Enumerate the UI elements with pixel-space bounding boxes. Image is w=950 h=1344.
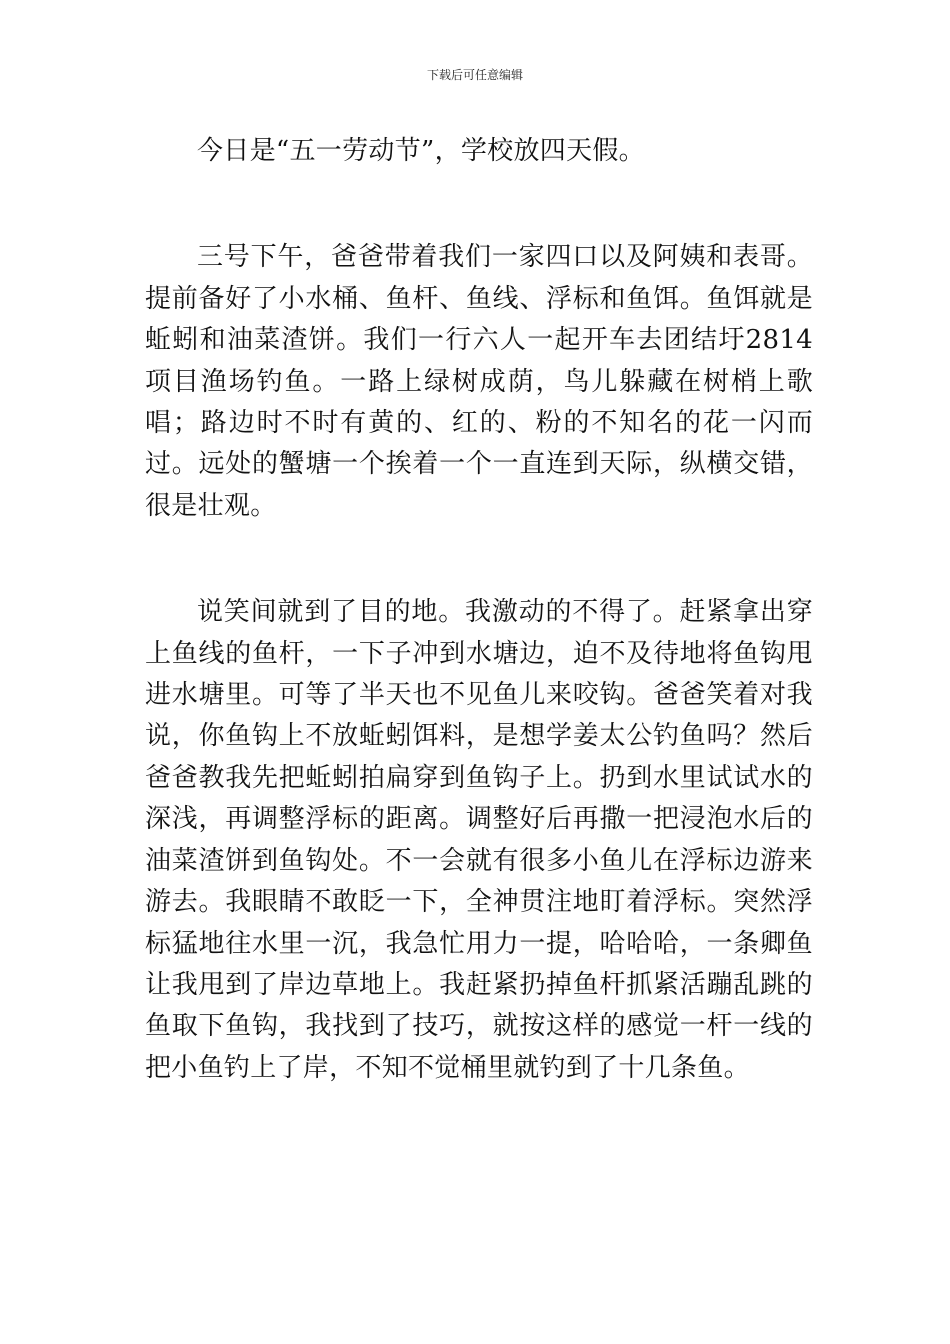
paragraph-trip: 三号下午，爸爸带着我们一家四口以及阿姨和表哥。提前备好了小水桶、鱼杆、鱼线、浮标和鱼饵。鱼饵就是蚯蚓和油菜渣饼。我们一行六人一起开车去团结圩2814项目渔场钓鱼。一路上绿树成荫，鸟儿躲藏在树梢上歌唱；路边时不时有黄的、红的、粉的不知名的花一闪而过。远处的蟹塘一个挨着一个一直连到天际，纵横交错，很是壮观。: [145, 242, 813, 521]
document-body: [145, 131, 813, 1089]
paragraph-holiday: 今日是“五一劳动节”，学校放四天假。: [197, 136, 645, 166]
paragraph-fishing: 说笑间就到了目的地。我激动的不得了。赶紧拿出穿上鱼线的鱼杆，一下子冲到水塘边，迫不及待地将鱼钩甩进水塘里。可等了半天也不见鱼儿来咬钩。爸爸笑着对我说，你鱼钩上不放蚯蚓饵料，是想学姜太公钓鱼吗？然后爸爸教我先把蚯蚓拍扁穿到鱼钩子上。扔到水里试试水的深浅，再调整浮标的距离。调整好后再撒一把浸泡水后的油菜渣饼到鱼钩处。不一会就有很多小鱼儿在浮标边游来游去。我眼睛不敢眨一下，全神贯注地盯着浮标。突然浮标猛地往水里一沉，我急忙用力一提，哈哈哈，一条卿鱼让我甩到了岸边草地上。我赶紧扔掉鱼杆抓紧活蹦乱跳的鱼取下鱼钩，我找到了技巧，就按这样的感觉一杆一线的把小鱼钓上了岸，不知不觉桶里就钓到了十几条鱼。: [145, 597, 813, 1083]
paragraph-gap: [145, 172, 813, 237]
download-note: 下载后可任意编辑: [426, 68, 523, 82]
paragraph-gap: [145, 527, 813, 592]
